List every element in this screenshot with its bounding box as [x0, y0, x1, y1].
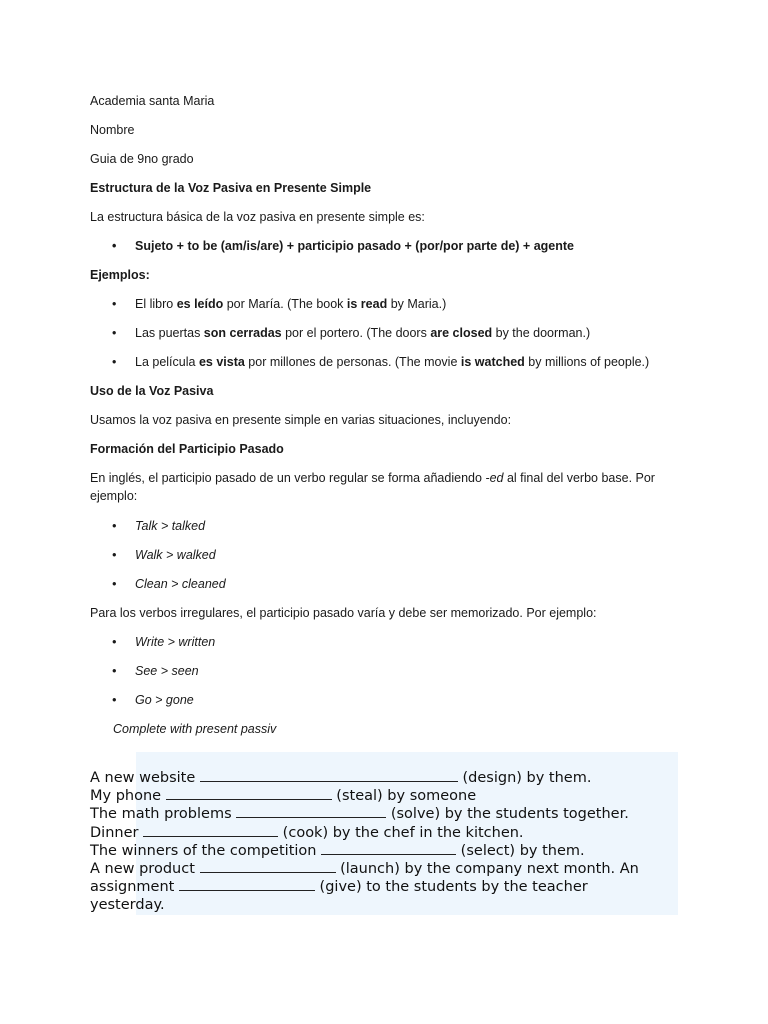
- answer-blank[interactable]: [200, 769, 458, 782]
- regular-verbs-list: [90, 517, 670, 604]
- name-label: Nombre: [90, 123, 135, 137]
- list-item: • Go > gone: [90, 691, 670, 720]
- exercise-line: A new website (design) by them.: [90, 770, 592, 786]
- answer-blank[interactable]: [321, 842, 456, 855]
- answer-blank[interactable]: [179, 878, 315, 891]
- list-item: • Talk > talked: [90, 517, 670, 546]
- exercise-line: A new product (launch) by the company next month. An: [90, 861, 639, 878]
- example-item: • La película es vista por millones de personas. (The movie is watched by millions of people.): [90, 353, 670, 382]
- example-item: • El libro es leído por María. (The book is read by Maria.): [90, 295, 670, 324]
- exercise-line: assignment (give) to the students by the teacher: [90, 879, 588, 896]
- document-body: [90, 92, 670, 749]
- guide-title: Guia de 9no grado: [90, 152, 194, 166]
- usage-text: Usamos la voz pasiva en presente simple en varias situaciones, incluyendo:: [90, 413, 512, 427]
- answer-blank[interactable]: [236, 805, 386, 818]
- answer-blank[interactable]: [200, 860, 336, 873]
- answer-blank[interactable]: [166, 787, 332, 800]
- exercise-line: The math problems (solve) by the students together.: [90, 806, 629, 823]
- examples-list: [90, 295, 670, 382]
- exercise-line: Dinner (cook) by the chef in the kitchen.: [90, 824, 524, 841]
- school-name: Academia santa Maria: [90, 94, 215, 108]
- examples-heading: Ejemplos:: [90, 268, 150, 282]
- structure-heading: Estructura de la Voz Pasiva en Presente Simple: [90, 181, 372, 195]
- irregular-text: Para los verbos irregulares, el participio pasado varía y debe ser memorizado. Por ejemplo:: [90, 606, 597, 620]
- structure-list: [90, 237, 670, 266]
- list-item: • See > seen: [90, 662, 670, 691]
- usage-heading: Uso de la Voz Pasiva: [90, 384, 214, 398]
- exercise-line: yesterday.: [90, 897, 165, 914]
- participle-heading: Formación del Participio Pasado: [90, 442, 284, 456]
- exercise-line: The winners of the competition (select) by them.: [90, 842, 585, 859]
- answer-blank[interactable]: [143, 824, 278, 837]
- participle-text: En inglés, el participio pasado de un verbo regular se forma añadiendo -ed al final del verbo base. Por ejemplo:: [90, 471, 655, 503]
- structure-formula: • Sujeto + to be (am/is/are) + participio pasado + (por/por parte de) + agente: [90, 237, 670, 266]
- structure-intro: La estructura básica de la voz pasiva en presente simple es:: [90, 210, 425, 224]
- exercise-instruction: Complete with present passiv: [113, 722, 277, 736]
- list-item: • Walk > walked: [90, 546, 670, 575]
- exercise-box: [90, 752, 678, 915]
- list-item: • Write > written: [90, 633, 670, 662]
- irregular-verbs-list: [90, 633, 670, 720]
- exercise-line: My phone (steal) by someone: [90, 788, 477, 805]
- example-item: • Las puertas son cerradas por el portero. (The doors are closed by the doorman.): [90, 324, 670, 353]
- list-item: • Clean > cleaned: [90, 575, 670, 604]
